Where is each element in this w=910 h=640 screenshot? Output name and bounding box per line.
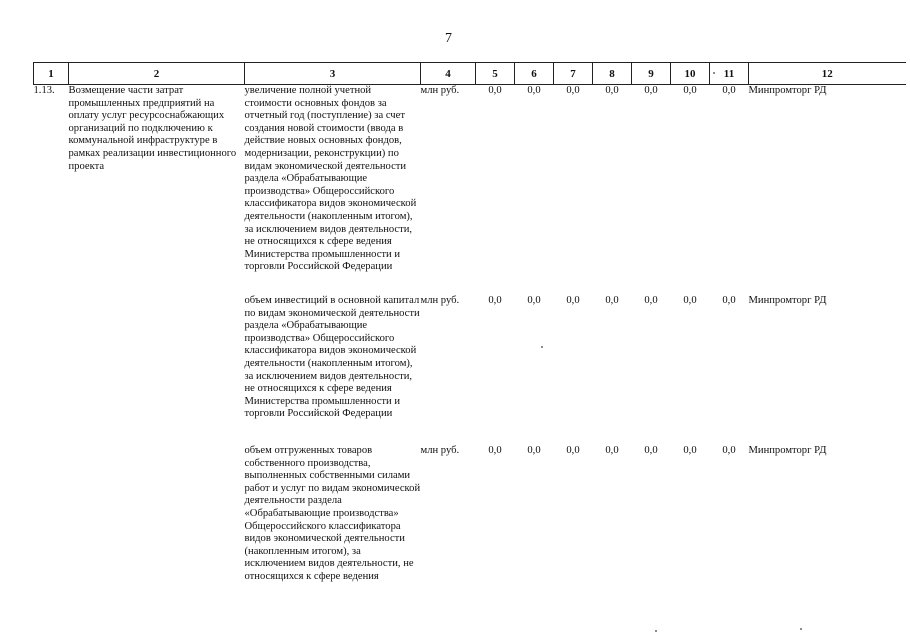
scan-speck <box>655 630 657 632</box>
header-cell-10: 10 <box>671 63 710 85</box>
responsible-cell: Минпромторг РД <box>748 445 827 456</box>
program-table <box>33 62 906 595</box>
indicator-text: объем инвестиций в основной капитал по видам экономической деятельности раздела «Обрабатывающие производства» Общероссийского классификатора видов экономической деятельности (накопленным итогом), за исключением видов деятельности, не относящихся к сфере ведения Министерства промышленности и торговли Российской Федерации <box>244 295 420 420</box>
value-cell: 0,0 <box>605 295 619 306</box>
measure-name <box>69 293 245 443</box>
table-row <box>34 85 906 294</box>
scan-speck <box>541 346 543 348</box>
value-cell: 0,0 <box>527 295 541 306</box>
value-cell: 0,0 <box>566 295 580 306</box>
header-cell-6: 6 <box>515 63 554 85</box>
value-cell: 0,0 <box>722 445 736 456</box>
value-cell: 0,0 <box>683 295 697 306</box>
header-cell-4: 4 <box>421 63 476 85</box>
value-cell: 0,0 <box>488 85 502 96</box>
header-cell-8: 8 <box>593 63 632 85</box>
header-cell-3: 3 <box>245 63 421 85</box>
header-cell-2: 2 <box>69 63 245 85</box>
responsible-cell: Минпромторг РД <box>748 85 827 96</box>
header-cell-1: 1 <box>34 63 69 85</box>
value-cell: 0,0 <box>722 295 736 306</box>
indicator-text: увеличение полной учетной стоимости основных фондов за отчетный год (поступление) за счет создания новой стоимости (ввода в действие новых основных фондов, модернизации, реконструкции) по видам экономической деятельности раздела «Обрабатывающие производства» Общероссийского классификатора видов экономической деятельности (накопленным итогом), за исключением видов деятельности, не относящихся к сфере ведения Министерства промышленности и торговли Российской Федерации <box>244 85 417 273</box>
row-number <box>34 443 69 595</box>
header-cell-11: 11 <box>710 63 749 85</box>
value-cell: 0,0 <box>488 295 502 306</box>
table-row <box>34 443 906 595</box>
value-cell: 0,0 <box>566 445 580 456</box>
header-cell-9: 9 <box>632 63 671 85</box>
value-cell: 0,0 <box>488 445 502 456</box>
unit-cell: млн руб. <box>420 295 460 306</box>
page-number: 7 <box>445 31 452 46</box>
value-cell: 0,0 <box>683 445 697 456</box>
value-cell: 0,0 <box>605 445 619 456</box>
value-cell: 0,0 <box>644 85 658 96</box>
value-cell: 0,0 <box>722 85 736 96</box>
value-cell: 0,0 <box>683 85 697 96</box>
header-cell-5: 5 <box>476 63 515 85</box>
unit-cell: млн руб. <box>420 85 460 96</box>
responsible-cell: Минпромторг РД <box>748 295 827 306</box>
header-cell-12: 12 <box>749 63 906 85</box>
value-cell: 0,0 <box>527 445 541 456</box>
row-number: 1.13. <box>33 85 55 96</box>
measure-name <box>69 443 245 595</box>
unit-cell: млн руб. <box>420 445 460 456</box>
table-row <box>34 293 906 443</box>
row-number <box>34 293 69 443</box>
measure-name: Возмещение части затрат промышленных предприятий на оплату услуг ресурсоснабжающих организаций по подключению к коммунальной инфраструктуре в рамках реализации инвестиционного проекта <box>68 85 237 172</box>
header-row <box>34 63 906 85</box>
value-cell: 0,0 <box>527 85 541 96</box>
value-cell: 0,0 <box>566 85 580 96</box>
scan-speck <box>713 72 715 74</box>
header-cell-7: 7 <box>554 63 593 85</box>
indicator-text: объем отгруженных товаров собственного производства, выполненных собственными силами работ и услуг по видам экономической деятельности раздела «Обрабатывающие производства» Общероссийского классификатора видов экономической деятельности (накопленным итогом), за исключением видов деятельности, не относящихся к сфере ведения <box>244 445 421 582</box>
value-cell: 0,0 <box>644 445 658 456</box>
value-cell: 0,0 <box>605 85 619 96</box>
value-cell: 0,0 <box>644 295 658 306</box>
scan-speck <box>800 628 802 630</box>
